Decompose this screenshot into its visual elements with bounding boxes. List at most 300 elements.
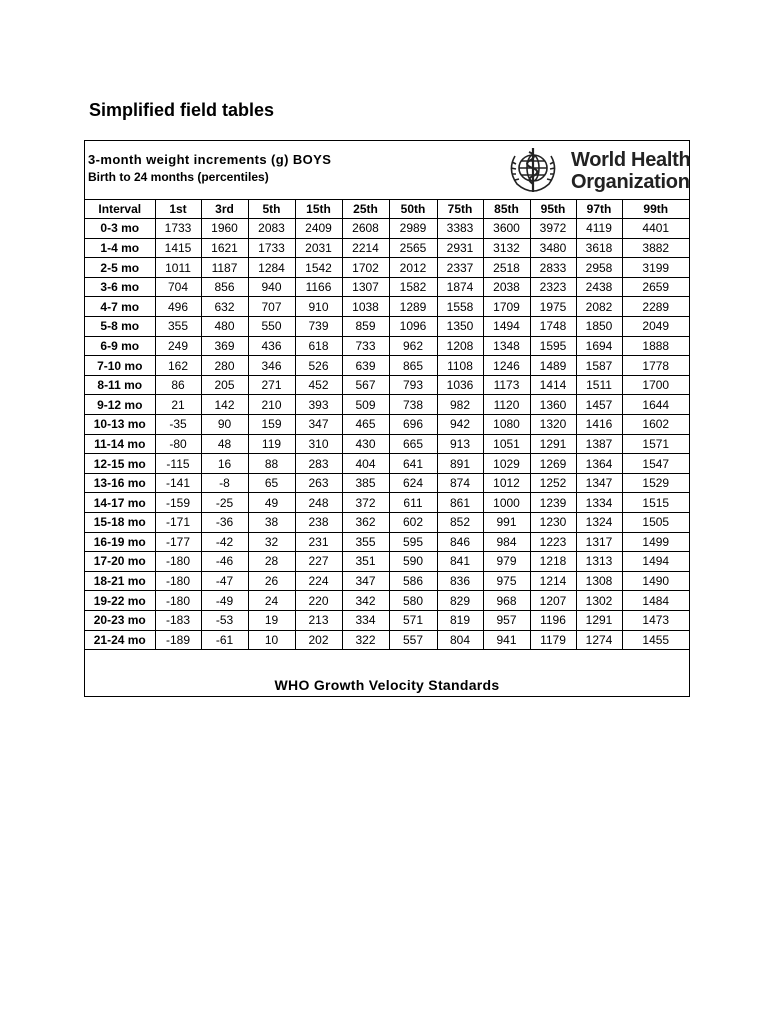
- value-cell: -189: [155, 630, 201, 650]
- value-cell: 3383: [437, 219, 483, 239]
- value-cell: -47: [201, 571, 248, 591]
- value-cell: 1387: [576, 434, 622, 454]
- value-cell: 1582: [389, 277, 437, 297]
- value-cell: 404: [342, 454, 389, 474]
- value-cell: 38: [248, 513, 295, 533]
- who-name-line2: Organization: [571, 171, 690, 193]
- value-cell: 1700: [622, 375, 689, 395]
- value-cell: -8: [201, 473, 248, 493]
- value-cell: 1096: [389, 317, 437, 337]
- table-row: [85, 552, 689, 572]
- table-row: [85, 317, 689, 337]
- value-cell: 3132: [483, 238, 530, 258]
- who-name: [571, 149, 690, 193]
- value-cell: 496: [155, 297, 201, 317]
- column-header-percentile: 15th: [295, 199, 342, 219]
- interval-cell: 6-9 mo: [85, 336, 155, 356]
- value-cell: -49: [201, 591, 248, 611]
- value-cell: 4119: [576, 219, 622, 239]
- table-row: [85, 258, 689, 278]
- value-cell: 1874: [437, 277, 483, 297]
- value-cell: 1602: [622, 415, 689, 435]
- value-cell: 88: [248, 454, 295, 474]
- value-cell: 957: [483, 610, 530, 630]
- table-head: [85, 199, 689, 219]
- value-cell: 1289: [389, 297, 437, 317]
- value-cell: 86: [155, 375, 201, 395]
- interval-cell: 14-17 mo: [85, 493, 155, 513]
- value-cell: 1414: [530, 375, 576, 395]
- field-table-sheet: [84, 140, 690, 697]
- value-cell: 1269: [530, 454, 576, 474]
- value-cell: 1350: [437, 317, 483, 337]
- table-row: [85, 297, 689, 317]
- value-cell: 962: [389, 336, 437, 356]
- column-header-interval: Interval: [85, 199, 155, 219]
- value-cell: 26: [248, 571, 295, 591]
- value-cell: 347: [295, 415, 342, 435]
- table-row: [85, 493, 689, 513]
- value-cell: 1505: [622, 513, 689, 533]
- value-cell: -141: [155, 473, 201, 493]
- value-cell: 580: [389, 591, 437, 611]
- value-cell: 557: [389, 630, 437, 650]
- value-cell: 841: [437, 552, 483, 572]
- value-cell: 1702: [342, 258, 389, 278]
- value-cell: 1595: [530, 336, 576, 356]
- value-cell: 1230: [530, 513, 576, 533]
- value-cell: 509: [342, 395, 389, 415]
- interval-cell: 16-19 mo: [85, 532, 155, 552]
- interval-cell: 9-12 mo: [85, 395, 155, 415]
- interval-cell: 2-5 mo: [85, 258, 155, 278]
- value-cell: 1490: [622, 571, 689, 591]
- interval-cell: 19-22 mo: [85, 591, 155, 611]
- value-cell: 355: [342, 532, 389, 552]
- value-cell: 590: [389, 552, 437, 572]
- interval-cell: 15-18 mo: [85, 513, 155, 533]
- interval-cell: 12-15 mo: [85, 454, 155, 474]
- value-cell: 210: [248, 395, 295, 415]
- value-cell: 2565: [389, 238, 437, 258]
- table-row: [85, 591, 689, 611]
- value-cell: 982: [437, 395, 483, 415]
- value-cell: 205: [201, 375, 248, 395]
- value-cell: 436: [248, 336, 295, 356]
- value-cell: 595: [389, 532, 437, 552]
- value-cell: 2323: [530, 277, 576, 297]
- value-cell: 1012: [483, 473, 530, 493]
- value-cell: -177: [155, 532, 201, 552]
- value-cell: 1547: [622, 454, 689, 474]
- value-cell: 231: [295, 532, 342, 552]
- value-cell: -115: [155, 454, 201, 474]
- value-cell: 1587: [576, 356, 622, 376]
- value-cell: 355: [155, 317, 201, 337]
- table-footer: WHO Growth Velocity Standards: [274, 677, 500, 693]
- value-cell: 271: [248, 375, 295, 395]
- value-cell: 1733: [155, 219, 201, 239]
- value-cell: 280: [201, 356, 248, 376]
- interval-cell: 11-14 mo: [85, 434, 155, 454]
- value-cell: 1416: [576, 415, 622, 435]
- value-cell: 641: [389, 454, 437, 474]
- value-cell: 32: [248, 532, 295, 552]
- value-cell: 65: [248, 473, 295, 493]
- value-cell: 1494: [483, 317, 530, 337]
- value-cell: 369: [201, 336, 248, 356]
- value-cell: 2931: [437, 238, 483, 258]
- table-row: [85, 395, 689, 415]
- column-header-percentile: 97th: [576, 199, 622, 219]
- value-cell: 3618: [576, 238, 622, 258]
- table-row: [85, 630, 689, 650]
- value-cell: -46: [201, 552, 248, 572]
- value-cell: 142: [201, 395, 248, 415]
- value-cell: 624: [389, 473, 437, 493]
- table-row: [85, 454, 689, 474]
- value-cell: -25: [201, 493, 248, 513]
- value-cell: 836: [437, 571, 483, 591]
- value-cell: 707: [248, 297, 295, 317]
- value-cell: 465: [342, 415, 389, 435]
- value-cell: 1571: [622, 434, 689, 454]
- weight-increment-table: [85, 199, 689, 650]
- value-cell: 1239: [530, 493, 576, 513]
- table-row: [85, 356, 689, 376]
- value-cell: 1644: [622, 395, 689, 415]
- table-body: [85, 219, 689, 650]
- value-cell: 1347: [576, 473, 622, 493]
- value-cell: 1029: [483, 454, 530, 474]
- value-cell: 1223: [530, 532, 576, 552]
- value-cell: 696: [389, 415, 437, 435]
- value-cell: 1499: [622, 532, 689, 552]
- value-cell: 2012: [389, 258, 437, 278]
- value-cell: 2214: [342, 238, 389, 258]
- value-cell: 819: [437, 610, 483, 630]
- value-cell: 1360: [530, 395, 576, 415]
- value-cell: 586: [389, 571, 437, 591]
- value-cell: 1484: [622, 591, 689, 611]
- value-cell: 1317: [576, 532, 622, 552]
- value-cell: 968: [483, 591, 530, 611]
- value-cell: 859: [342, 317, 389, 337]
- column-header-percentile: 1st: [155, 199, 201, 219]
- value-cell: 1313: [576, 552, 622, 572]
- value-cell: 940: [248, 277, 295, 297]
- value-cell: 852: [437, 513, 483, 533]
- value-cell: 865: [389, 356, 437, 376]
- value-cell: 2518: [483, 258, 530, 278]
- table-subtitle: Birth to 24 months (percentiles): [88, 170, 269, 184]
- interval-cell: 10-13 mo: [85, 415, 155, 435]
- value-cell: 430: [342, 434, 389, 454]
- interval-cell: 17-20 mo: [85, 552, 155, 572]
- who-name-line1: World Health: [571, 149, 691, 171]
- interval-cell: 8-11 mo: [85, 375, 155, 395]
- value-cell: 1011: [155, 258, 201, 278]
- value-cell: 846: [437, 532, 483, 552]
- value-cell: 3882: [622, 238, 689, 258]
- who-emblem-icon: [505, 146, 561, 194]
- value-cell: 1960: [201, 219, 248, 239]
- value-cell: 1709: [483, 297, 530, 317]
- table-row: [85, 219, 689, 239]
- value-cell: 452: [295, 375, 342, 395]
- value-cell: 21: [155, 395, 201, 415]
- page-title: Simplified field tables: [89, 100, 275, 120]
- value-cell: 1888: [622, 336, 689, 356]
- value-cell: 1621: [201, 238, 248, 258]
- value-cell: 1334: [576, 493, 622, 513]
- value-cell: 1308: [576, 571, 622, 591]
- value-cell: 618: [295, 336, 342, 356]
- interval-cell: 20-23 mo: [85, 610, 155, 630]
- value-cell: 227: [295, 552, 342, 572]
- value-cell: 480: [201, 317, 248, 337]
- table-row: [85, 532, 689, 552]
- value-cell: 1218: [530, 552, 576, 572]
- value-cell: 856: [201, 277, 248, 297]
- value-cell: 550: [248, 317, 295, 337]
- interval-cell: 13-16 mo: [85, 473, 155, 493]
- value-cell: 220: [295, 591, 342, 611]
- value-cell: 1733: [248, 238, 295, 258]
- value-cell: 2438: [576, 277, 622, 297]
- column-header-percentile: 95th: [530, 199, 576, 219]
- interval-cell: 7-10 mo: [85, 356, 155, 376]
- column-header-percentile: 85th: [483, 199, 530, 219]
- value-cell: 1558: [437, 297, 483, 317]
- value-cell: 793: [389, 375, 437, 395]
- value-cell: 2082: [576, 297, 622, 317]
- value-cell: 1364: [576, 454, 622, 474]
- value-cell: 2083: [248, 219, 295, 239]
- value-cell: 1000: [483, 493, 530, 513]
- value-cell: 1252: [530, 473, 576, 493]
- value-cell: 334: [342, 610, 389, 630]
- value-cell: 991: [483, 513, 530, 533]
- value-cell: 1320: [530, 415, 576, 435]
- value-cell: 4401: [622, 219, 689, 239]
- value-cell: 602: [389, 513, 437, 533]
- column-header-percentile: 75th: [437, 199, 483, 219]
- value-cell: 913: [437, 434, 483, 454]
- value-cell: -180: [155, 591, 201, 611]
- value-cell: 891: [437, 454, 483, 474]
- value-cell: 1207: [530, 591, 576, 611]
- value-cell: 249: [155, 336, 201, 356]
- value-cell: 1302: [576, 591, 622, 611]
- table-row: [85, 415, 689, 435]
- value-cell: 975: [483, 571, 530, 591]
- value-cell: 1051: [483, 434, 530, 454]
- value-cell: -80: [155, 434, 201, 454]
- value-cell: 738: [389, 395, 437, 415]
- value-cell: 639: [342, 356, 389, 376]
- who-logo: [503, 144, 689, 196]
- value-cell: 1694: [576, 336, 622, 356]
- value-cell: 224: [295, 571, 342, 591]
- value-cell: 49: [248, 493, 295, 513]
- value-cell: 1120: [483, 395, 530, 415]
- value-cell: 3480: [530, 238, 576, 258]
- value-cell: 16: [201, 454, 248, 474]
- value-cell: 1324: [576, 513, 622, 533]
- column-header-percentile: 3rd: [201, 199, 248, 219]
- value-cell: 942: [437, 415, 483, 435]
- value-cell: 159: [248, 415, 295, 435]
- value-cell: 733: [342, 336, 389, 356]
- value-cell: 48: [201, 434, 248, 454]
- value-cell: 347: [342, 571, 389, 591]
- value-cell: 1778: [622, 356, 689, 376]
- value-cell: 19: [248, 610, 295, 630]
- column-header-row: [85, 199, 689, 219]
- value-cell: -61: [201, 630, 248, 650]
- value-cell: 571: [389, 610, 437, 630]
- value-cell: 1284: [248, 258, 295, 278]
- table-row: [85, 473, 689, 493]
- interval-cell: 21-24 mo: [85, 630, 155, 650]
- value-cell: 704: [155, 277, 201, 297]
- value-cell: 248: [295, 493, 342, 513]
- value-cell: -53: [201, 610, 248, 630]
- value-cell: 611: [389, 493, 437, 513]
- value-cell: 2049: [622, 317, 689, 337]
- value-cell: -159: [155, 493, 201, 513]
- table-row: [85, 277, 689, 297]
- value-cell: -36: [201, 513, 248, 533]
- value-cell: 1208: [437, 336, 483, 356]
- value-cell: 2989: [389, 219, 437, 239]
- value-cell: 3600: [483, 219, 530, 239]
- value-cell: 665: [389, 434, 437, 454]
- value-cell: 1455: [622, 630, 689, 650]
- value-cell: 1494: [622, 552, 689, 572]
- value-cell: 1473: [622, 610, 689, 630]
- value-cell: 346: [248, 356, 295, 376]
- column-header-percentile: 99th: [622, 199, 689, 219]
- value-cell: 1457: [576, 395, 622, 415]
- column-header-percentile: 25th: [342, 199, 389, 219]
- interval-cell: 3-6 mo: [85, 277, 155, 297]
- value-cell: 1108: [437, 356, 483, 376]
- value-cell: 941: [483, 630, 530, 650]
- interval-cell: 4-7 mo: [85, 297, 155, 317]
- value-cell: 1274: [576, 630, 622, 650]
- value-cell: 979: [483, 552, 530, 572]
- value-cell: 1291: [576, 610, 622, 630]
- value-cell: 1036: [437, 375, 483, 395]
- value-cell: 829: [437, 591, 483, 611]
- value-cell: 1187: [201, 258, 248, 278]
- value-cell: 632: [201, 297, 248, 317]
- value-cell: 1748: [530, 317, 576, 337]
- value-cell: 2659: [622, 277, 689, 297]
- value-cell: 1291: [530, 434, 576, 454]
- table-title: 3-month weight increments (g) BOYS: [88, 152, 332, 167]
- value-cell: 2958: [576, 258, 622, 278]
- value-cell: 2337: [437, 258, 483, 278]
- value-cell: 28: [248, 552, 295, 572]
- value-cell: 1196: [530, 610, 576, 630]
- value-cell: 1511: [576, 375, 622, 395]
- value-cell: 1489: [530, 356, 576, 376]
- value-cell: 2409: [295, 219, 342, 239]
- value-cell: 874: [437, 473, 483, 493]
- value-cell: 2038: [483, 277, 530, 297]
- value-cell: 372: [342, 493, 389, 513]
- value-cell: 351: [342, 552, 389, 572]
- value-cell: 804: [437, 630, 483, 650]
- table-header: [85, 141, 689, 200]
- value-cell: 1529: [622, 473, 689, 493]
- value-cell: 1415: [155, 238, 201, 258]
- value-cell: 1080: [483, 415, 530, 435]
- value-cell: 1214: [530, 571, 576, 591]
- value-cell: 24: [248, 591, 295, 611]
- table-row: [85, 336, 689, 356]
- value-cell: 1515: [622, 493, 689, 513]
- table-row: [85, 434, 689, 454]
- value-cell: 1850: [576, 317, 622, 337]
- value-cell: 3199: [622, 258, 689, 278]
- interval-cell: 1-4 mo: [85, 238, 155, 258]
- interval-cell: 0-3 mo: [85, 219, 155, 239]
- table-row: [85, 375, 689, 395]
- value-cell: 90: [201, 415, 248, 435]
- column-header-percentile: 5th: [248, 199, 295, 219]
- value-cell: 2289: [622, 297, 689, 317]
- value-cell: 119: [248, 434, 295, 454]
- value-cell: 1307: [342, 277, 389, 297]
- value-cell: 162: [155, 356, 201, 376]
- value-cell: 861: [437, 493, 483, 513]
- value-cell: 1166: [295, 277, 342, 297]
- value-cell: -35: [155, 415, 201, 435]
- value-cell: 342: [342, 591, 389, 611]
- value-cell: 385: [342, 473, 389, 493]
- value-cell: -183: [155, 610, 201, 630]
- value-cell: 283: [295, 454, 342, 474]
- table-row: [85, 238, 689, 258]
- value-cell: 739: [295, 317, 342, 337]
- value-cell: 1173: [483, 375, 530, 395]
- value-cell: 238: [295, 513, 342, 533]
- value-cell: 3972: [530, 219, 576, 239]
- value-cell: 526: [295, 356, 342, 376]
- value-cell: -171: [155, 513, 201, 533]
- value-cell: 362: [342, 513, 389, 533]
- value-cell: 393: [295, 395, 342, 415]
- interval-cell: 18-21 mo: [85, 571, 155, 591]
- table-row: [85, 610, 689, 630]
- value-cell: 2833: [530, 258, 576, 278]
- value-cell: 1348: [483, 336, 530, 356]
- value-cell: 322: [342, 630, 389, 650]
- value-cell: 984: [483, 532, 530, 552]
- value-cell: 567: [342, 375, 389, 395]
- value-cell: -42: [201, 532, 248, 552]
- column-header-percentile: 50th: [389, 199, 437, 219]
- value-cell: 2608: [342, 219, 389, 239]
- value-cell: 1038: [342, 297, 389, 317]
- value-cell: 10: [248, 630, 295, 650]
- value-cell: 1246: [483, 356, 530, 376]
- table-row: [85, 513, 689, 533]
